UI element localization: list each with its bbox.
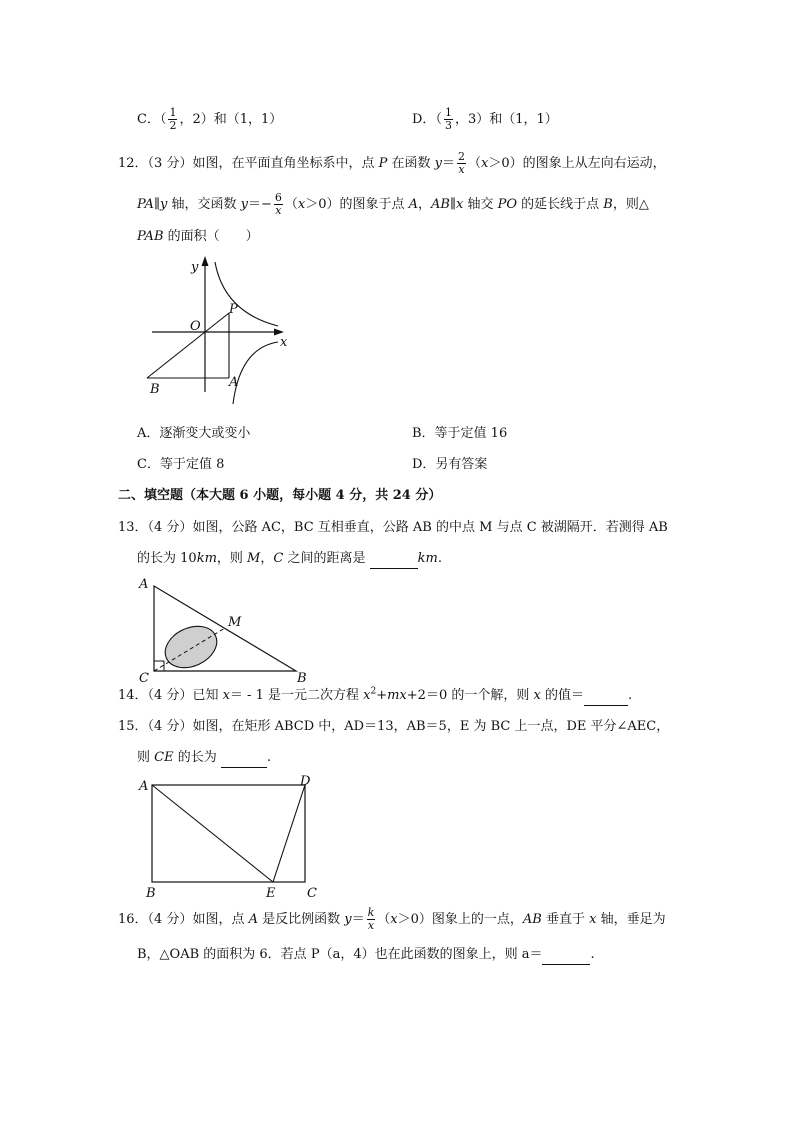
var: CE — [154, 750, 174, 765]
label-x: x — [280, 335, 288, 350]
text: ＝− — [247, 197, 272, 212]
var: B — [603, 197, 613, 212]
label-e: E — [266, 886, 276, 901]
text: 的长为 10 — [137, 551, 197, 566]
var: x — [363, 688, 371, 703]
var: mx — [387, 688, 407, 703]
text: +2＝0 的一个解，则 — [406, 688, 534, 703]
text: B，△OAB 的面积为 6．若点 P（a，4）也在此函数的图象上，则 a＝ — [137, 947, 543, 962]
var: x — [222, 688, 230, 703]
var: PA — [137, 197, 154, 212]
numerator: k — [367, 906, 375, 919]
var: y — [240, 197, 248, 212]
numerator: 2 — [457, 150, 465, 163]
text: 垂直于 — [541, 912, 590, 927]
text: ，则△ — [612, 197, 649, 212]
text: ＝ — [351, 912, 365, 927]
text: ∥ — [153, 197, 160, 212]
label-d: D — [300, 774, 311, 789]
text: 之间的距离是 — [283, 551, 370, 566]
unit: km — [417, 551, 438, 566]
var: PAB — [137, 229, 164, 244]
text: 在函数 — [387, 156, 435, 171]
rectangle-abcd — [152, 785, 305, 882]
label-b: B — [150, 382, 160, 397]
label-b: B — [146, 886, 156, 901]
label-a: A — [139, 779, 149, 794]
answer-blank[interactable] — [542, 950, 590, 965]
var: PO — [497, 197, 518, 212]
var: x — [480, 156, 489, 171]
label-a: A — [229, 375, 239, 390]
text: + — [376, 688, 388, 703]
var: AB — [522, 912, 542, 927]
paren: （ — [159, 112, 167, 127]
fraction — [367, 907, 376, 932]
text: . — [437, 551, 442, 566]
text: ＝ - 1 是一元二次方程 — [229, 688, 364, 703]
denominator: x — [367, 919, 375, 932]
text: . — [627, 688, 633, 703]
text: 15．（4 分）如图，在矩形 ABCD 中，AD＝13，AB＝5，E 为 BC 上一点，DE 平分∠AEC， — [118, 719, 670, 734]
label-p: P — [229, 302, 238, 317]
exponent: 2 — [370, 686, 377, 697]
denominator: 3 — [444, 119, 452, 132]
option-text: B．等于定值 16 — [412, 426, 508, 441]
q16-line-1 — [118, 907, 666, 932]
text: 轴交 — [463, 197, 498, 212]
var: x — [456, 197, 464, 212]
text: （ — [467, 156, 481, 171]
var: x — [589, 912, 597, 927]
text: ＞0）的图象于点 — [305, 197, 409, 212]
option-text: C．等于定值 8 — [137, 457, 225, 472]
var: y — [434, 156, 442, 171]
var: M — [247, 551, 261, 566]
text: ，则 — [216, 551, 248, 566]
text: ∥ — [449, 197, 456, 212]
line-ae — [152, 785, 273, 882]
numerator: 1 — [169, 106, 177, 119]
var: C — [273, 551, 284, 566]
label-c: C — [139, 671, 149, 686]
var: A — [248, 912, 258, 927]
var: AB — [431, 197, 450, 212]
numerator: 1 — [444, 106, 452, 119]
label-y: y — [191, 260, 199, 275]
text: 轴，垂足为 — [596, 912, 666, 927]
text: 13．（4 分）如图，公路 AC，BC 互相垂直，公路 AB 的中点 M 与点 C 被湖隔开．若测得 AB — [118, 520, 668, 535]
option-label: D． — [412, 112, 436, 127]
text: 的延长线于点 — [517, 197, 604, 212]
var: x — [533, 688, 541, 703]
text: ＝ — [441, 156, 455, 171]
text: 的值＝ — [540, 688, 584, 703]
label-o: O — [190, 319, 201, 334]
option-text: ，3）和（1，1） — [454, 112, 558, 127]
q16-line-2 — [137, 945, 595, 965]
label-c: C — [307, 886, 317, 901]
text: 是反比例函数 — [257, 912, 345, 927]
line-de — [273, 785, 305, 882]
text: （ — [284, 197, 298, 212]
text: 则 — [137, 750, 155, 765]
denominator: x — [458, 163, 465, 176]
numerator: 6 — [274, 191, 282, 204]
paren: （ — [435, 112, 442, 127]
var: y — [344, 912, 352, 927]
text: 16．（4 分）如图，点 — [118, 912, 249, 927]
denominator: x — [275, 204, 282, 217]
var: A — [408, 197, 419, 212]
text: ， — [260, 551, 274, 566]
var: y — [159, 197, 168, 212]
var: P — [378, 156, 388, 171]
var: x — [297, 197, 306, 212]
text: . — [266, 750, 271, 765]
option-text: D．另有答案 — [412, 457, 488, 472]
var: x — [390, 912, 398, 927]
text: 14．（4 分）已知 — [118, 688, 223, 703]
text: （ — [377, 912, 391, 927]
text: 12．（3 分）如图，在平面直角坐标系中，点 — [118, 156, 379, 171]
text: 的面积（ ） — [163, 229, 259, 244]
label-b: B — [297, 671, 307, 686]
heading-text: 二、填空题（本大题 6 小题，每小题 4 分，共 24 分） — [118, 488, 442, 503]
denominator: 2 — [169, 119, 177, 132]
text: ＞0）图象上的一点， — [397, 912, 523, 927]
option-label: C． — [137, 112, 160, 127]
option-text: A．逐渐变大或变小 — [137, 426, 251, 441]
label-m: M — [228, 615, 242, 630]
text: ＞0）的图象上从左向右运动， — [488, 156, 666, 171]
text: 的长为 — [173, 750, 221, 765]
unit: km — [196, 551, 217, 566]
text: 轴，交函数 — [167, 197, 241, 212]
text: ， — [418, 197, 432, 212]
option-text: ，2）和（1，1） — [179, 112, 283, 127]
label-a: A — [139, 577, 149, 592]
text: . — [590, 947, 595, 962]
